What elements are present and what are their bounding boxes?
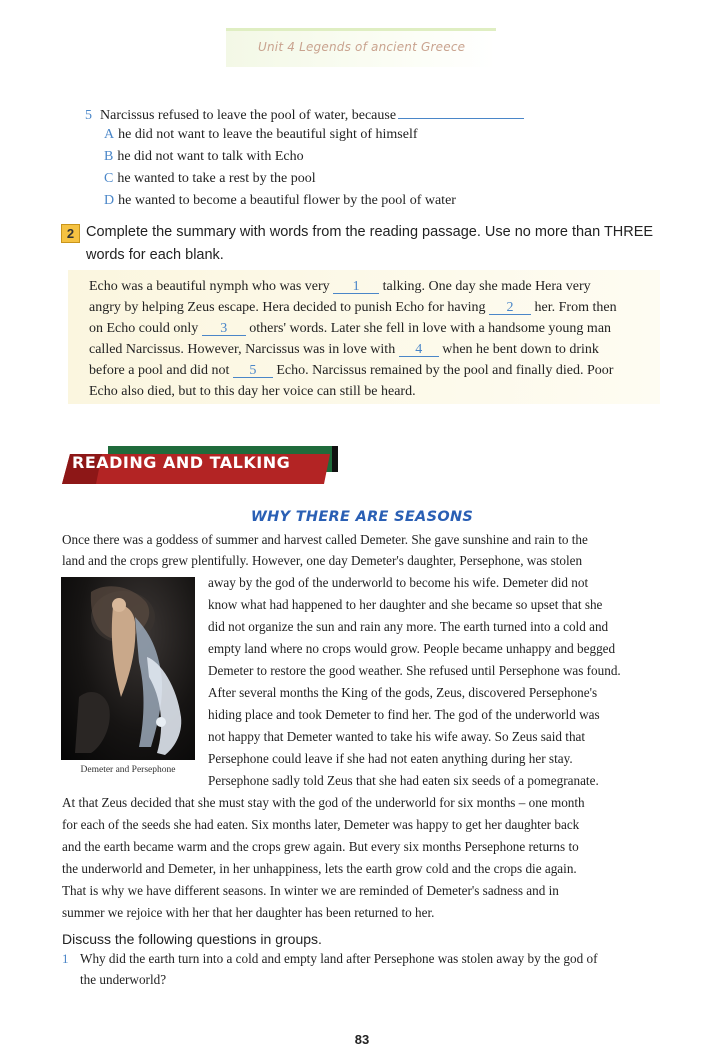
blank-3: 3 bbox=[202, 322, 246, 336]
answer-blank bbox=[398, 106, 524, 119]
story-line: for each of the seeds she had eaten. Six months later, Demeter was happy to get her daughter back bbox=[62, 817, 580, 832]
discussion-question-number: 1 bbox=[62, 951, 69, 966]
option-d: D he wanted to become a beautiful flower by the pool of water bbox=[104, 193, 456, 208]
story-line: not happy that Demeter wanted to take his wife away. So Zeus said that bbox=[208, 729, 586, 744]
option-c: C he wanted to take a rest by the pool bbox=[104, 171, 316, 186]
question-number: 5 bbox=[85, 108, 92, 123]
story-line: Once there was a goddess of summer and harvest called Demeter. She gave sunshine and rain to the bbox=[62, 532, 588, 547]
option-a: A he did not want to leave the beautiful sight of himself bbox=[104, 127, 418, 142]
story-line: Persephone could leave if she had not eaten anything during her stay. bbox=[208, 751, 573, 766]
discussion-question-line-2: the underworld? bbox=[80, 972, 167, 987]
story-line: Demeter to restore the good weather. She refused until Persephone was found. bbox=[208, 663, 621, 678]
story-title: WHY THERE ARE SEASONS bbox=[250, 509, 474, 525]
blank-5: 5 bbox=[233, 364, 273, 378]
option-b: B he did not want to talk with Echo bbox=[104, 149, 304, 164]
unit-title: Unit 4 Legends of ancient Greece bbox=[258, 40, 466, 54]
section-banner-title: READING AND TALKING bbox=[72, 453, 291, 472]
story-line: away by the god of the underworld to become his wife. Demeter did not bbox=[208, 575, 589, 590]
question-stem: Narcissus refused to leave the pool of water, because bbox=[100, 108, 397, 123]
story-line: hiding place and took Demeter to find her. The god of the underworld was bbox=[208, 707, 600, 722]
exercise-instruction-line-2: words for each blank. bbox=[86, 247, 224, 263]
exercise-number-badge: 2 bbox=[61, 224, 80, 243]
summary-line-2: angry by helping Zeus escape. Hera decided to punish Echo for having 2 her. From then bbox=[89, 300, 617, 315]
story-line: At that Zeus decided that she must stay with the god of the underworld for six months – one month bbox=[62, 795, 585, 810]
story-line: the underworld and Demeter, in her unhappiness, lets the earth grow cold and the crops die again. bbox=[62, 861, 577, 876]
story-line: That is why we have different seasons. In winter we are reminded of Demeter's sadness and in bbox=[62, 883, 559, 898]
demeter-persephone-painting bbox=[61, 577, 195, 760]
story-line: know what had happened to her daughter and she became so upset that she bbox=[208, 597, 603, 612]
story-line: summer we rejoice with her that her daughter has been returned to her. bbox=[62, 905, 435, 920]
summary-line-5: before a pool and did not 5 Echo. Narcissus remained by the pool and finally died. Poor bbox=[89, 363, 614, 378]
exercise-instruction-line-1: Complete the summary with words from the reading passage. Use no more than THREE bbox=[86, 224, 654, 240]
story-line: land and the crops grew plentifully. However, one day Demeter's daughter, Persephone, was stolen bbox=[62, 553, 583, 568]
image-caption: Demeter and Persephone bbox=[80, 765, 176, 775]
story-line: Persephone sadly told Zeus that she had eaten six seeds of a pomegranate. bbox=[208, 773, 599, 788]
story-line: empty land where no crops would grow. People became unhappy and begged bbox=[208, 641, 616, 656]
blank-2: 2 bbox=[489, 301, 531, 315]
summary-line-1: Echo was a beautiful nymph who was very 1 talking. One day she made Hera very bbox=[89, 279, 591, 294]
discussion-question-line-1: Why did the earth turn into a cold and empty land after Persephone was stolen away by the god of bbox=[80, 951, 598, 966]
story-line: did not organize the sun and rain any more. The earth turned into a cold and bbox=[208, 619, 609, 634]
story-line: After several months the King of the gods, Zeus, discovered Persephone's bbox=[208, 685, 598, 700]
story-line: and the earth became warm and the crops grew again. But every six months Persephone returns to bbox=[62, 839, 579, 854]
question-5 bbox=[85, 106, 524, 124]
page-number: 83 bbox=[354, 1032, 370, 1047]
summary-line-3: on Echo could only 3 others' words. Later she fell in love with a handsome young man bbox=[89, 321, 612, 336]
discussion-heading: Discuss the following questions in groups. bbox=[62, 931, 322, 947]
blank-1: 1 bbox=[333, 280, 379, 294]
summary-line-4: called Narcissus. However, Narcissus was in love with 4 when he bent down to drink bbox=[89, 342, 599, 357]
summary-line-6: Echo also died, but to this day her voice can still be heard. bbox=[89, 384, 416, 399]
blank-4: 4 bbox=[399, 343, 439, 357]
